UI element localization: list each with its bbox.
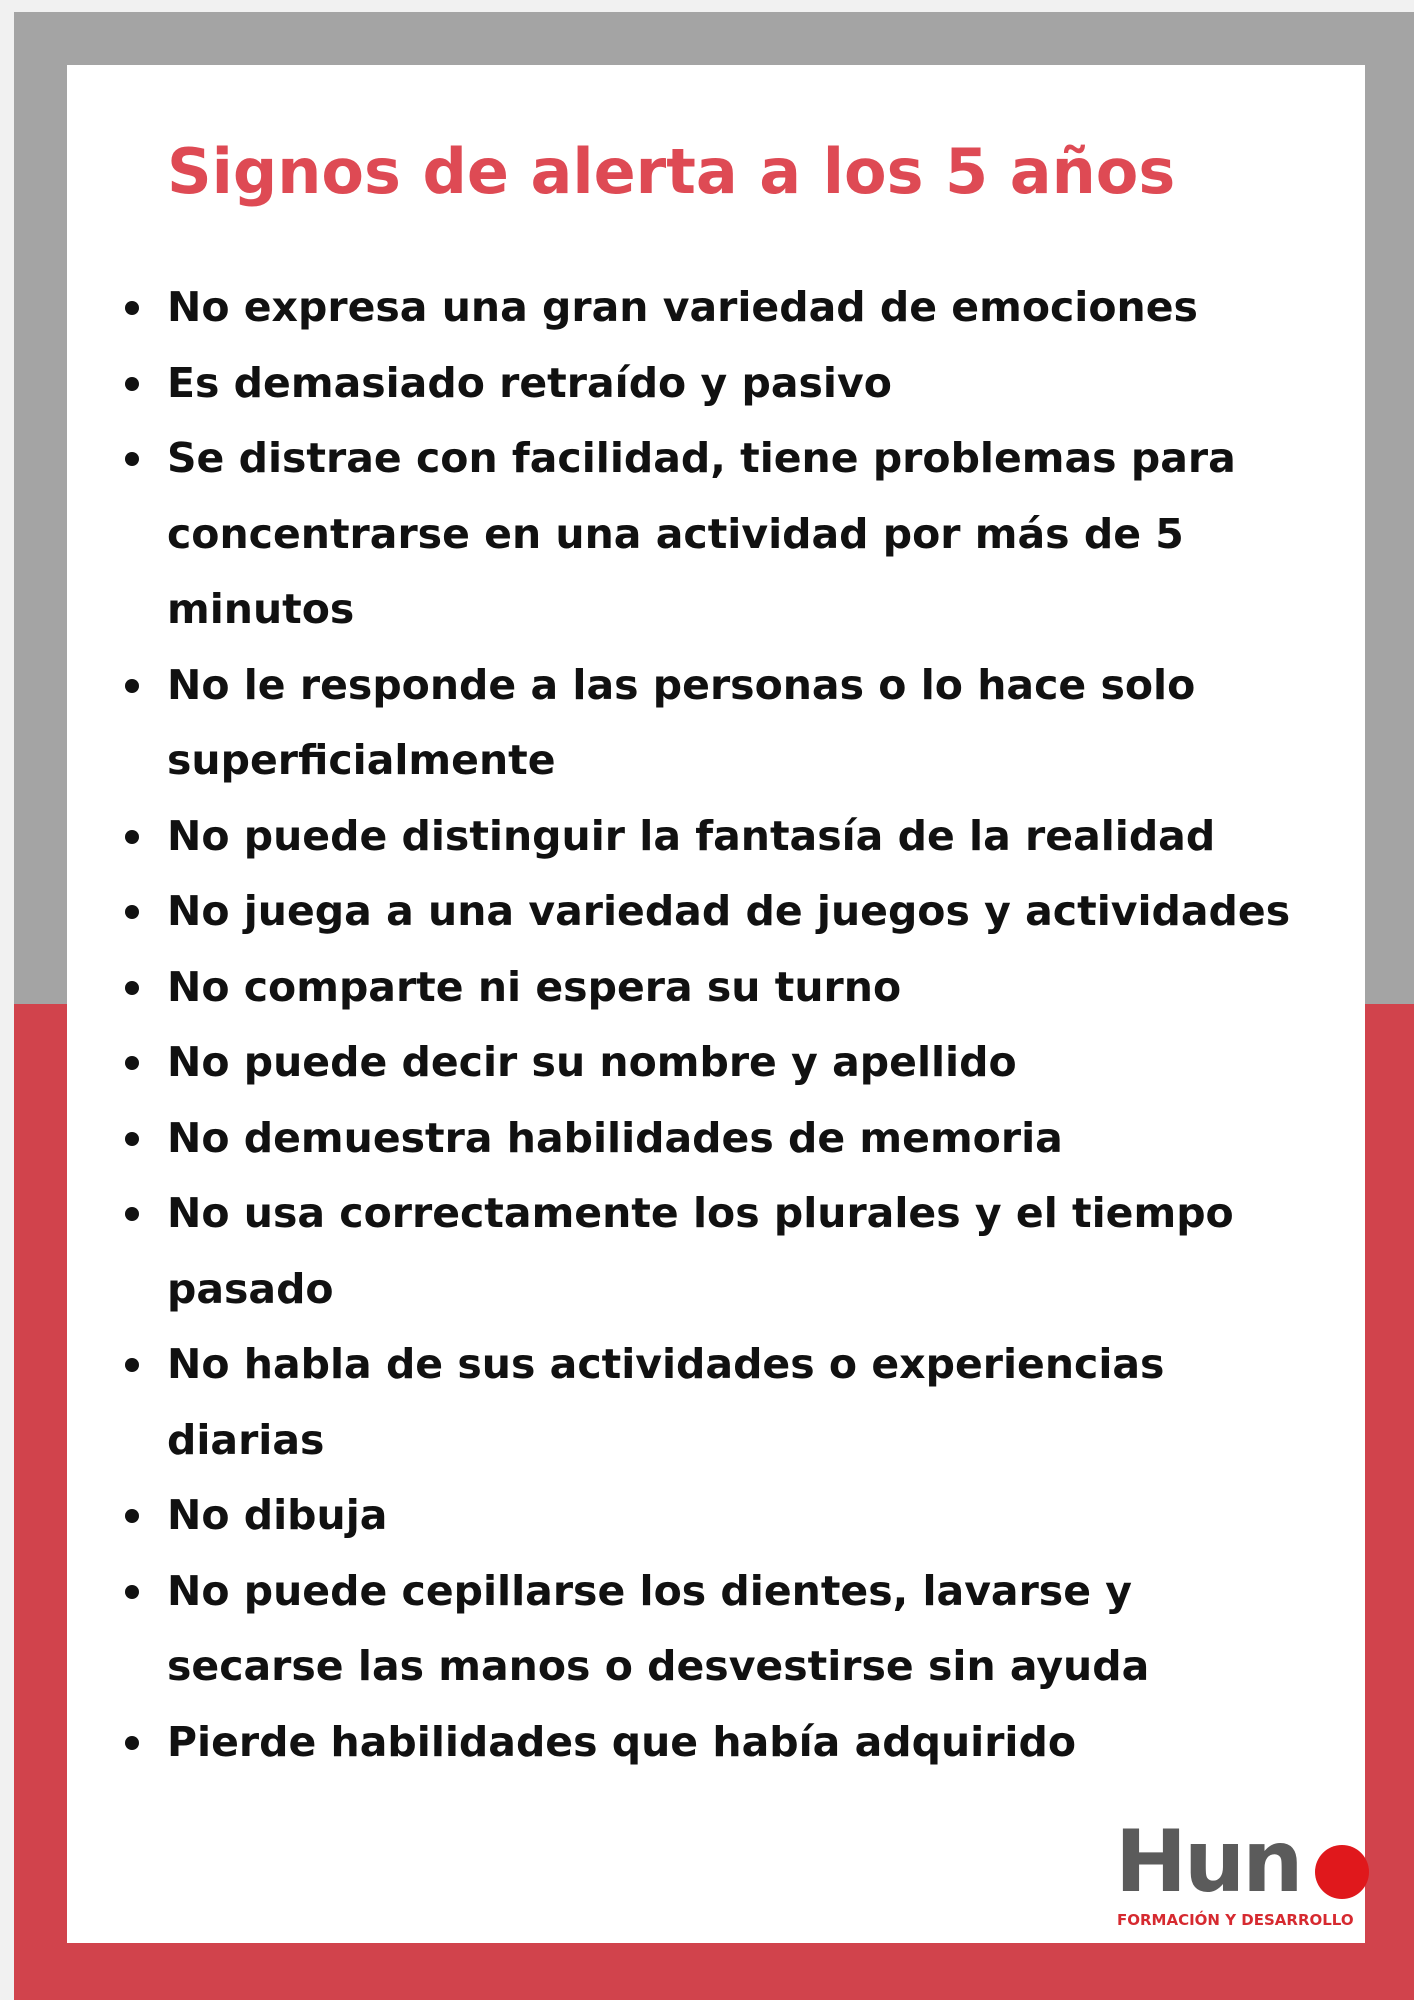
list-item-text: No puede distinguir la fantasía de la realidad xyxy=(167,811,1216,860)
bullet-icon xyxy=(125,1585,139,1599)
list-item xyxy=(167,1705,1297,1781)
list-item-text: No comparte ni espera su turno xyxy=(167,962,902,1011)
list-item xyxy=(167,270,1297,346)
list-item-text: No usa correctamente los plurales y el tiempo pasado xyxy=(167,1189,1234,1313)
list-item-text: No puede cepillarse los dientes, lavarse y secarse las manos o desvestirse sin ayuda xyxy=(167,1566,1150,1690)
bullet-icon xyxy=(125,981,139,995)
list-item-text: No juega a una variedad de juegos y actividades xyxy=(167,887,1291,935)
list-item-text: No dibuja xyxy=(167,1491,388,1539)
list-item-text: No demuestra habilidades de memoria xyxy=(167,1113,1063,1162)
list-item-text: Es demasiado retraído y pasivo xyxy=(167,358,892,407)
logo-wordmark: Hun xyxy=(1115,1812,1301,1912)
logo-dot-icon xyxy=(1315,1845,1369,1899)
list-item-text: No le responde a las personas o lo hace solo superficialmente xyxy=(167,660,1196,784)
list-item xyxy=(167,1554,1297,1705)
list-item xyxy=(167,1176,1297,1327)
warning-signs-list xyxy=(167,270,1297,1780)
list-item xyxy=(167,421,1297,648)
bullet-icon xyxy=(125,1736,139,1750)
bullet-icon xyxy=(125,1132,139,1146)
list-item xyxy=(167,874,1297,950)
bullet-icon xyxy=(125,1509,139,1523)
list-item-text: Se distrae con facilidad, tiene problemas para concentrarse en una actividad por más de 5 minutos xyxy=(167,434,1236,633)
list-item xyxy=(167,1025,1297,1101)
poster-card xyxy=(67,65,1365,1943)
list-item xyxy=(167,1101,1297,1177)
bullet-icon xyxy=(125,1056,139,1070)
list-item-text: No expresa una gran variedad de emociones xyxy=(167,283,1198,331)
list-item-text: Pierde habilidades que había adquirido xyxy=(167,1717,1076,1766)
list-item xyxy=(167,799,1297,875)
bullet-icon xyxy=(125,1358,139,1372)
list-item xyxy=(167,950,1297,1026)
bullet-icon xyxy=(125,830,139,844)
list-item-text: No habla de sus actividades o experiencias diarias xyxy=(167,1340,1165,1464)
bullet-icon xyxy=(125,452,139,466)
list-item-text: No puede decir su nombre y apellido xyxy=(167,1038,1017,1086)
list-item xyxy=(167,1327,1297,1478)
list-item xyxy=(167,346,1297,422)
logo-tagline: FORMACIÓN Y DESARROLLO xyxy=(1117,1911,1354,1929)
bullet-icon xyxy=(125,1207,139,1221)
bullet-icon xyxy=(125,377,139,391)
huno-logo xyxy=(1115,1812,1375,1937)
poster-title: Signos de alerta a los 5 años xyxy=(167,135,1176,208)
bullet-icon xyxy=(125,905,139,919)
bullet-icon xyxy=(125,679,139,693)
list-item xyxy=(167,648,1297,799)
list-item xyxy=(167,1478,1297,1554)
bullet-icon xyxy=(125,301,139,315)
